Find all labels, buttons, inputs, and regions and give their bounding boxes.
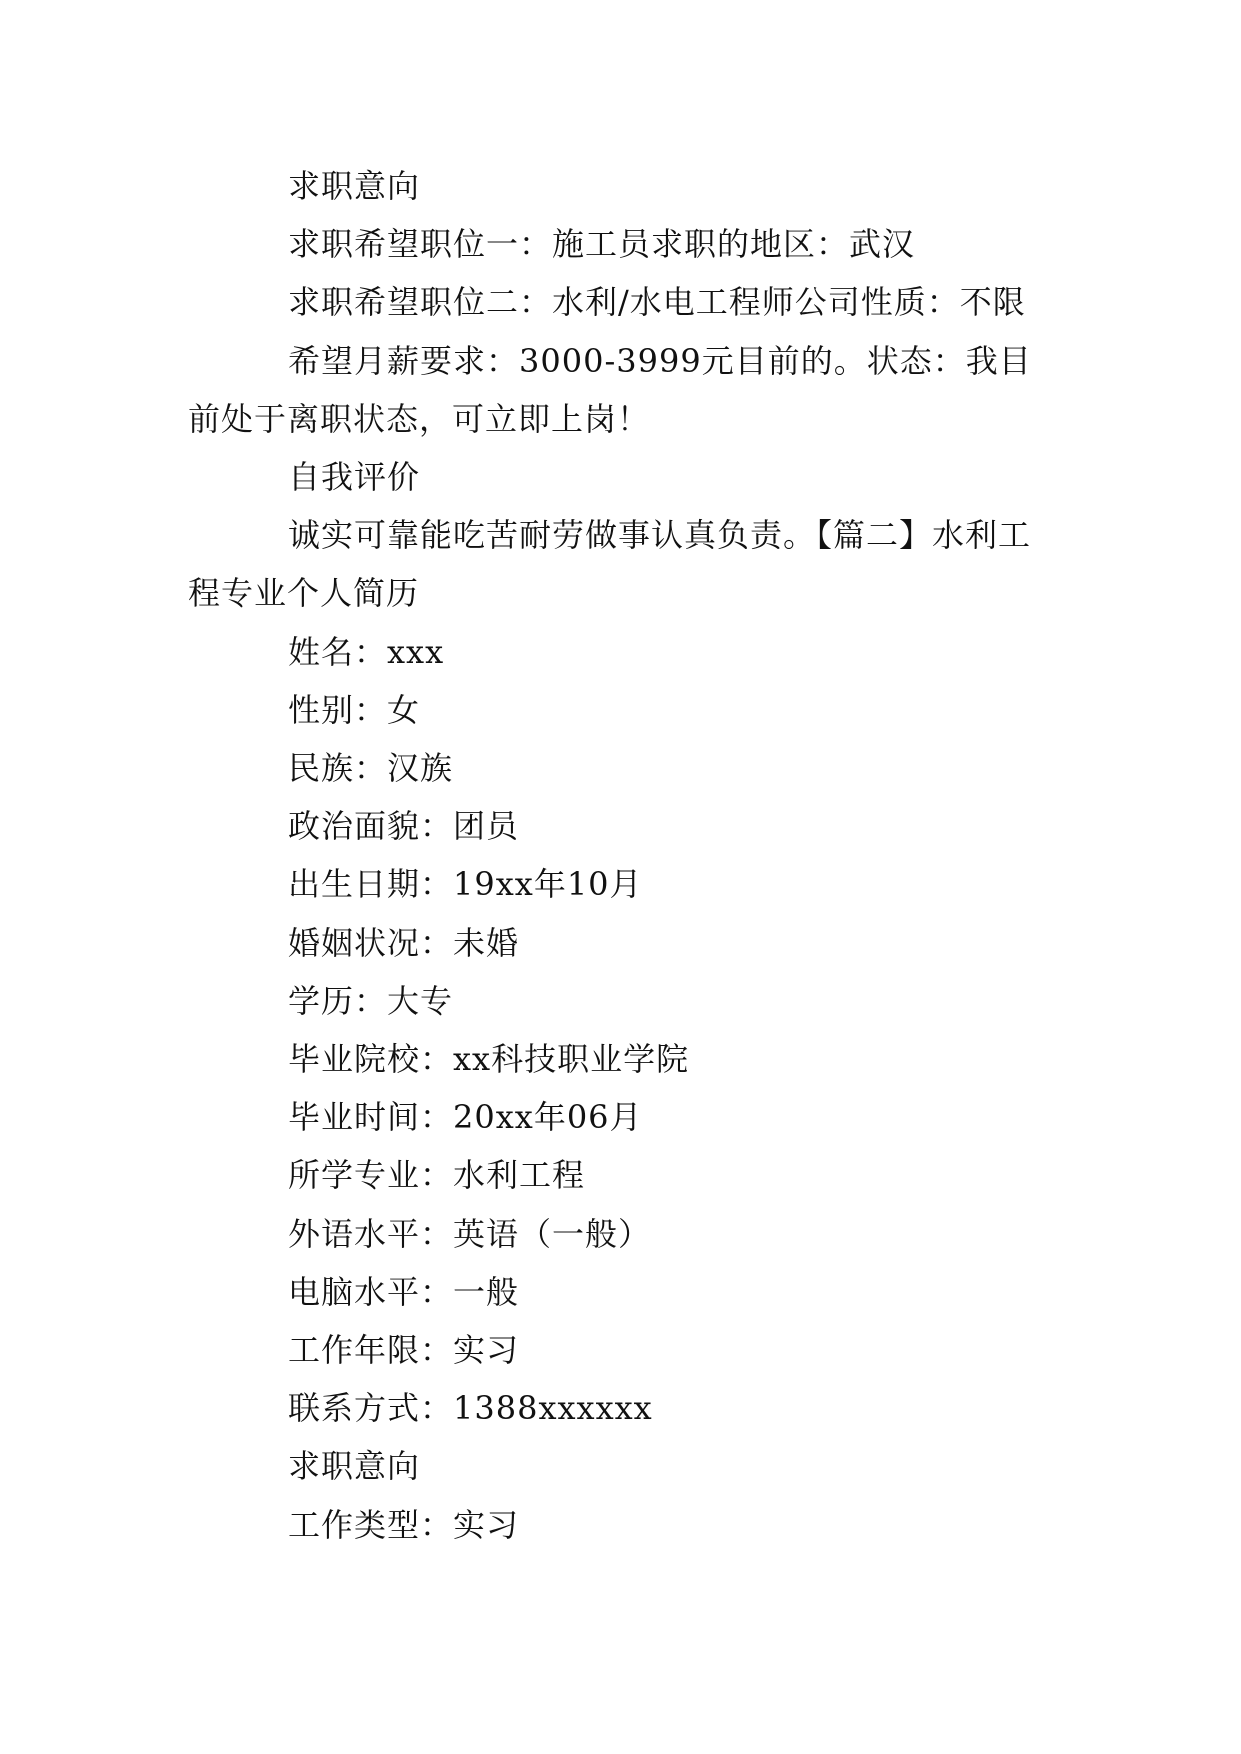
field-marital-status: 婚姻状况：未婚	[288, 923, 520, 962]
field-graduation-time: 毕业时间：20xx年06月	[288, 1098, 643, 1137]
field-work-type: 工作类型：实习	[288, 1505, 520, 1544]
field-foreign-language: 外语水平：英语（一般）	[288, 1214, 652, 1253]
field-major: 所学专业：水利工程	[288, 1156, 586, 1195]
field-school: 毕业院校：xx科技职业学院	[288, 1040, 690, 1079]
field-gender: 性别：女	[288, 690, 421, 729]
document-body	[188, 157, 1058, 1554]
section-heading-self-evaluation: 自我评价	[288, 458, 421, 497]
section-heading-job-intention: 求职意向	[288, 167, 421, 205]
desired-position-one: 求职希望职位一：施工员求职的地区：武汉	[288, 225, 916, 264]
field-education: 学历：大专	[288, 981, 454, 1020]
field-contact: 联系方式：1388xxxxxx	[288, 1389, 653, 1428]
section-heading-job-intention-2: 求职意向	[288, 1447, 421, 1486]
field-birth-date: 出生日期：19xx年10月	[288, 865, 643, 904]
field-name: 姓名：xxx	[288, 632, 445, 671]
desired-salary-status: 希望月薪要求：3000-3999元目前的。状态：我目前处于离职状态，可立即上岗！	[188, 341, 1032, 438]
field-computer-skill: 电脑水平：一般	[288, 1272, 520, 1311]
field-work-years: 工作年限：实习	[288, 1331, 520, 1370]
desired-position-two: 求职希望职位二：水利/水电工程师公司性质：不限	[288, 283, 1026, 322]
field-ethnicity: 民族：汉族	[288, 749, 454, 788]
field-political-status: 政治面貌：团员	[288, 807, 520, 846]
self-evaluation-text: 诚实可靠能吃苦耐劳做事认真负责。【篇二】水利工程专业个人简历	[188, 516, 1032, 613]
